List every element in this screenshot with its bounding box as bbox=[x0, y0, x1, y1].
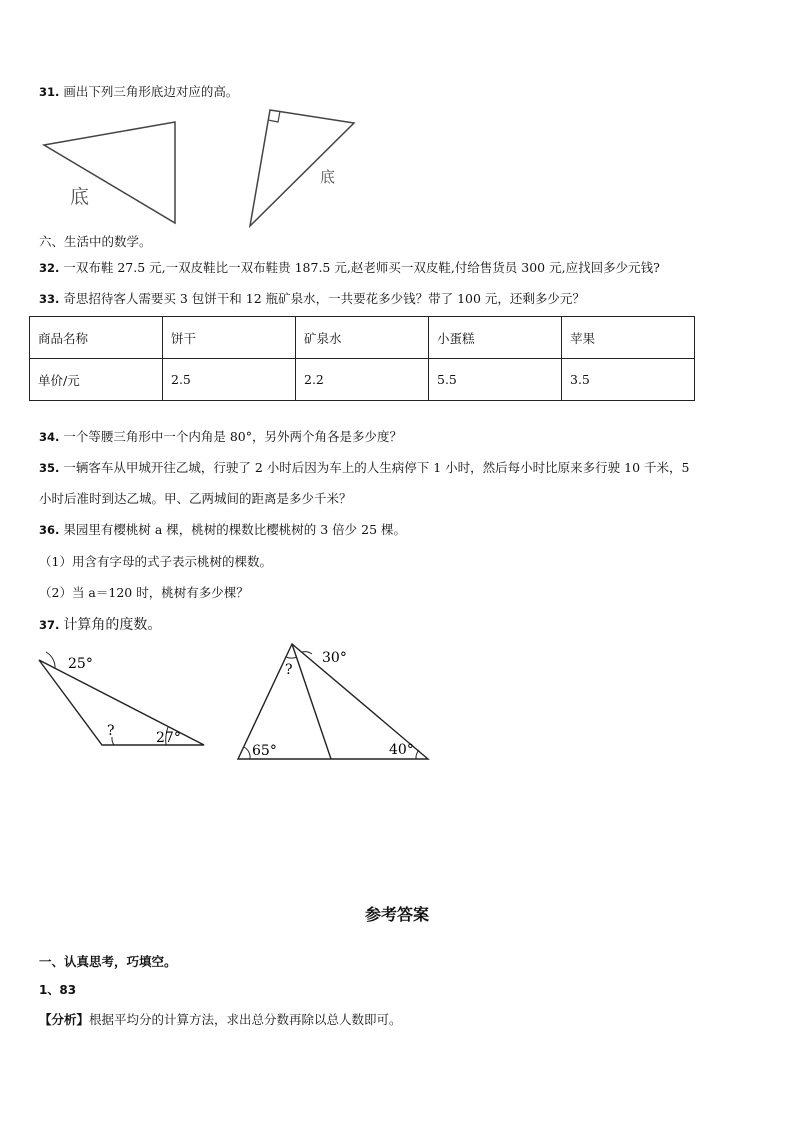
triangle-1 bbox=[44, 122, 175, 223]
question-text: 一个等腰三角形中一个内角是 80°，另外两个角各是多少度？ bbox=[63, 429, 403, 444]
table-cell: 矿泉水 bbox=[296, 317, 429, 359]
question-text: 画出下列三角形底边对应的高。 bbox=[63, 84, 239, 99]
angle-label-65: 65° bbox=[252, 743, 277, 759]
question-number: 36. bbox=[39, 523, 60, 537]
question-text: 一辆客车从甲城开往乙城，行驶了 2 小时后因为车上的人生病停下 1 小时，然后每小时比原来多行驶 10 千米，5 bbox=[63, 460, 690, 475]
question-number: 32. bbox=[39, 261, 60, 275]
angle-label-30: 30° bbox=[322, 650, 347, 666]
table-cell: 2.2 bbox=[296, 359, 429, 401]
base-label-1: 底 bbox=[70, 186, 90, 208]
triangles-figure bbox=[38, 105, 363, 235]
question-35-continued: 小时后准时到达乙城。甲、乙两城间的距离是多少千米？ bbox=[39, 491, 352, 506]
answer-section-title: 参考答案 bbox=[364, 905, 429, 924]
question-text: 计算角的度数。 bbox=[63, 617, 162, 633]
angle-label-unknown: ? bbox=[107, 723, 115, 739]
question-number: 33. bbox=[39, 292, 60, 306]
sub-question-2: （2）当 a＝120 时，桃树有多少棵？ bbox=[39, 585, 249, 600]
angle-label-40: 40° bbox=[389, 742, 414, 758]
angle-label-unknown: ? bbox=[285, 662, 293, 678]
table-cell: 2.5 bbox=[163, 359, 296, 401]
question-32 bbox=[39, 259, 660, 277]
table-cell: 商品名称 bbox=[30, 317, 163, 359]
analysis-text: 根据平均分的计算方法，求出总分数再除以总人数即可。 bbox=[89, 1012, 402, 1027]
price-table bbox=[29, 316, 695, 401]
table-header-row bbox=[30, 317, 695, 359]
question-number: 34. bbox=[39, 430, 60, 444]
table-cell: 苹果 bbox=[562, 317, 695, 359]
question-text: 一双布鞋 27.5 元,一双皮鞋比一双布鞋贵 187.5 元,赵老师买一双皮鞋,付给售货员 300 元,应找回多少元钱? bbox=[63, 260, 660, 275]
table-cell: 3.5 bbox=[562, 359, 695, 401]
answer-item-1: 1、83 bbox=[39, 983, 77, 997]
analysis-tag: 【分析】 bbox=[39, 1012, 90, 1027]
angle-arc bbox=[286, 657, 297, 658]
angle-label-27: 27° bbox=[156, 730, 181, 746]
question-37 bbox=[39, 616, 161, 634]
analysis-line bbox=[39, 1011, 402, 1029]
question-33 bbox=[39, 290, 585, 308]
table-cell: 小蛋糕 bbox=[429, 317, 562, 359]
angle-figures bbox=[36, 638, 436, 766]
section-heading: 六、生活中的数学。 bbox=[39, 234, 152, 249]
table-cell: 5.5 bbox=[429, 359, 562, 401]
angle-label-25: 25° bbox=[68, 656, 93, 672]
question-31 bbox=[39, 83, 238, 101]
question-number: 31. bbox=[39, 85, 60, 99]
question-text: 果园里有樱桃树 a 棵，桃树的棵数比樱桃树的 3 倍少 25 棵。 bbox=[63, 522, 407, 537]
table-cell: 单价/元 bbox=[30, 359, 163, 401]
question-34 bbox=[39, 428, 402, 446]
question-number: 35. bbox=[39, 461, 60, 475]
table-row bbox=[30, 359, 695, 401]
triangle-2 bbox=[250, 110, 354, 226]
angle-arc bbox=[416, 750, 419, 759]
question-number: 37. bbox=[39, 618, 60, 632]
question-36 bbox=[39, 521, 406, 539]
question-text: 奇思招待客人需要买 3 包饼干和 12 瓶矿泉水，一共要花多少钱？带了 100 元，还剩多少元？ bbox=[63, 291, 585, 306]
table-cell: 饼干 bbox=[163, 317, 296, 359]
answer-section-heading: 一、认真思考，巧填空。 bbox=[39, 954, 177, 969]
angle-arc bbox=[244, 747, 250, 759]
base-label-2: 底 bbox=[320, 168, 336, 186]
question-35 bbox=[39, 459, 689, 477]
sub-question-1: （1）用含有字母的式子表示桃树的棵数。 bbox=[39, 554, 272, 569]
